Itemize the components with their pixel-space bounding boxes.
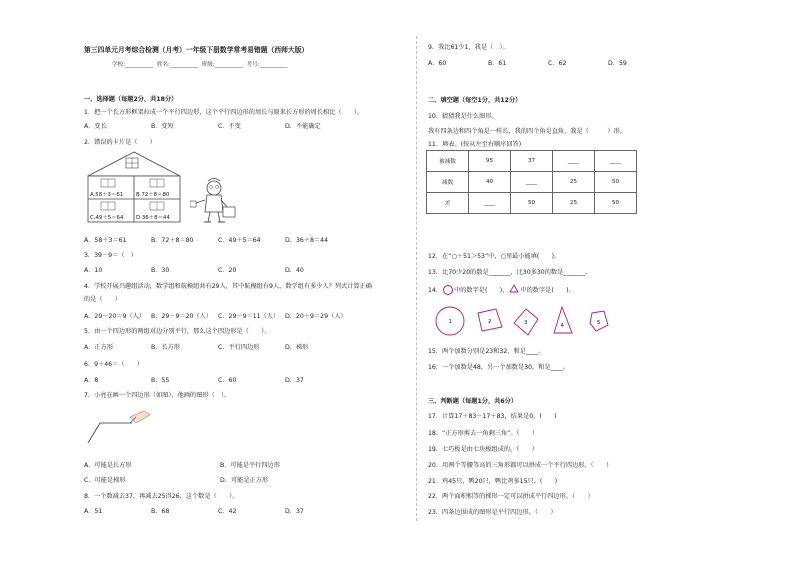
question-20: 20．用两个等腰等高的三角形都可以拼成一个平行四边形。（ ）: [428, 462, 613, 469]
q2-option-a[interactable]: A．58＋3＝61: [84, 237, 127, 244]
table-cell-blank[interactable]: ____: [469, 193, 511, 214]
q6-option-b[interactable]: B．55: [151, 377, 170, 384]
house-figure: [86, 150, 182, 224]
section-judge-heading: 三、判断题（每题1分，共6分）: [428, 398, 518, 405]
q8-option-c[interactable]: C．42: [218, 508, 237, 515]
card-c: C.49＋5＝64: [90, 215, 124, 221]
q7-option-b[interactable]: B．可能是平行四边形: [220, 462, 280, 469]
q6-option-c[interactable]: C．60: [218, 377, 237, 384]
student-info: [112, 60, 290, 68]
table-cell: 37: [511, 151, 553, 172]
q4-option-d[interactable]: D．20＋9＝29（人）: [285, 313, 347, 320]
q7-option-a[interactable]: A．可能是长方形: [84, 462, 132, 469]
q7-option-d[interactable]: D．可能是正方形: [220, 477, 269, 484]
shapes-row: [432, 303, 622, 339]
table-cell: 50: [595, 172, 637, 193]
school-field[interactable]: 学校:__________: [112, 62, 154, 68]
cartoon-figure: [190, 176, 238, 224]
q14-number: 14．: [428, 287, 443, 294]
table-cell: 40: [469, 172, 511, 193]
q4-option-b[interactable]: B．29－9＝20（人）: [151, 313, 213, 320]
table-cell-blank[interactable]: ____: [553, 151, 595, 172]
q5-option-b[interactable]: B．长方形: [151, 344, 180, 351]
q8-option-b[interactable]: B．68: [151, 508, 170, 515]
question-4-line1: 4．学校开展兴趣组活动，数学组和航模组共有29人，其中航模组有9人，数学组有多少人？列式计算正确: [84, 283, 372, 290]
q1-option-d[interactable]: D．不能确定: [285, 123, 321, 130]
q4-options: [84, 311, 347, 320]
name-field[interactable]: 姓名:__________: [156, 62, 198, 68]
q5-option-c[interactable]: C．平行四边形: [218, 344, 260, 351]
page-title: 第三四单元月考综合检测（月考）一年级下册数学常考易错题（西师大版）: [84, 46, 309, 54]
question-5: 5．由一个四边形的两组对边分别平行，那么这个四边形是（ ）。: [84, 328, 271, 335]
table-cell: 25: [553, 193, 595, 214]
table-row: [427, 193, 637, 214]
q6-option-d[interactable]: D．37: [285, 377, 304, 384]
fill-table: [426, 150, 637, 214]
table-row: [427, 172, 637, 193]
question-10-text: 我有四条边和四个角是一样长，我的四个角是直角，我是（ ）形。: [428, 128, 626, 135]
question-11: 11．填表。(按从左至右顺序回答): [428, 141, 522, 148]
svg-text:4: 4: [560, 323, 564, 329]
question-21: 21．鸡45只，鸭20只，鸭比鸡多15只。( ): [428, 478, 558, 485]
q14-triangle-text: 中的数字是( )。: [520, 287, 575, 294]
q2-option-b[interactable]: B．72＋8＝80: [151, 237, 194, 244]
question-6: 6．9＋46＝（ ）: [84, 361, 144, 368]
table-cell: 95: [469, 151, 511, 172]
question-15: 15．两个加数分别是23和32，和是____。: [428, 348, 545, 355]
q8-option-a[interactable]: A．51: [84, 508, 103, 515]
question-2: 2．错误的卡片是（ ）: [84, 139, 156, 146]
q2-option-c[interactable]: C．49＋5＝64: [218, 237, 261, 244]
question-16: 16．一个加数是48，另一个加数是30，和是____。: [428, 364, 570, 371]
q3-options: [84, 265, 304, 274]
q3-option-c[interactable]: C．20: [218, 267, 237, 274]
q2-options: [84, 235, 328, 244]
table-cell: 25: [553, 172, 595, 193]
shape-3-quadrilateral: [514, 309, 538, 335]
question-10: 10．猜猜我是什么图形。: [428, 113, 498, 120]
question-18: 18．“正方形剪去一角剩三角”。（ ）: [428, 430, 539, 437]
question-9: 9．我比61少1，我是（ ）。: [428, 44, 509, 51]
table-cell: 50: [595, 193, 637, 214]
svg-text:5: 5: [597, 320, 601, 326]
q9-option-d[interactable]: D．59: [608, 60, 627, 67]
column-divider: [416, 36, 417, 521]
q2-option-d[interactable]: D．36＋8＝44: [285, 237, 329, 244]
shape-1-circle: [436, 307, 464, 335]
question-23: 23．四条边围成的图形是平行四边形。（ ）: [428, 509, 557, 516]
q9-option-a[interactable]: A．60: [428, 60, 447, 67]
question-14: [428, 284, 575, 295]
question-8: 8．一个数减去37，再减去25得26，这个数是（ ）。: [84, 493, 239, 500]
q5-option-a[interactable]: A．正方形: [84, 344, 113, 351]
question-22: 22．两个面积相等的梯形一定可以拼成平行四边形。（ ）: [428, 493, 594, 500]
card-d: D.36＋8＝44: [136, 215, 170, 221]
q6-options: [84, 375, 304, 384]
section-choice-heading: 一、选择题（每题2分，共18分）: [84, 96, 178, 103]
q4-option-a[interactable]: A．29－20＝9（人）: [84, 313, 146, 320]
table-cell: 差: [427, 193, 469, 214]
q1-option-c[interactable]: C．不变: [218, 123, 241, 130]
svg-text:2: 2: [488, 319, 492, 325]
q5-option-d[interactable]: D．梯形: [285, 344, 309, 351]
q7-options-row1: [84, 460, 280, 469]
q7-option-c[interactable]: C．可能是梯形: [84, 477, 126, 484]
q3-option-a[interactable]: A．10: [84, 267, 103, 274]
exam-no-field[interactable]: 考号:__________: [246, 62, 288, 68]
q7-options-row2: [84, 475, 268, 484]
table-cell-blank[interactable]: ____: [511, 172, 553, 193]
question-13: 13．比70少20的数是_______，比30多30的数是_______。: [428, 269, 592, 276]
question-7: 7．小亮在画一个四边形（如图），他画的图形（ ）。: [84, 392, 231, 399]
q5-options: [84, 342, 308, 351]
shape-5-pentagon: [590, 311, 608, 331]
table-cell: 减数: [427, 172, 469, 193]
svg-text:3: 3: [524, 320, 528, 326]
q3-option-d[interactable]: D．40: [285, 267, 304, 274]
q6-option-a[interactable]: A．8: [84, 377, 99, 384]
table-row: [427, 151, 637, 172]
table-cell: 50: [511, 193, 553, 214]
q1-option-a[interactable]: A．变长: [84, 123, 107, 130]
circle-icon: [443, 285, 453, 295]
quadrilateral-drawing: [86, 407, 156, 447]
q14-circle-text: 中的数字是( )，: [454, 287, 509, 294]
q1-options: [84, 121, 321, 130]
q1-option-b[interactable]: B．变短: [151, 123, 174, 130]
svg-text:1: 1: [448, 319, 452, 325]
question-17: 17．计算17＋83－17＋83，结果是0。( ): [428, 413, 557, 420]
section-fill-heading: 二、填空题（每空1分，共12分）: [428, 97, 522, 104]
q4-option-c[interactable]: C．29－9＝11（人）: [218, 313, 280, 320]
question-1: 1．把一个长方形框架拉成一个平行四边形，这个平行四边形的周长与原来长方形的周长相比（ ）。: [84, 109, 364, 116]
question-12: 12．在“○＋51＞53”中，○里最小能填( )。: [428, 253, 561, 260]
question-19: 19．七巧板是由七块板组成的。（ ）: [428, 446, 538, 453]
shape-4-triangle: [554, 307, 572, 333]
table-cell-blank[interactable]: ____: [595, 151, 637, 172]
card-b: B.72＋8＝80: [136, 192, 170, 198]
question-3: 3．39－9＝（ ）: [84, 252, 137, 259]
q8-option-d[interactable]: D．37: [285, 508, 304, 515]
triangle-icon: [509, 284, 519, 295]
q8-options: [84, 506, 304, 515]
q9-options: [428, 58, 627, 67]
shape-2-square: [478, 309, 502, 331]
q9-option-c[interactable]: C．62: [548, 60, 567, 67]
card-a: A.58＋3＝61: [90, 192, 124, 198]
q9-option-b[interactable]: B．61: [488, 60, 507, 67]
table-cell: 被减数: [427, 151, 469, 172]
q3-option-b[interactable]: B．30: [151, 267, 170, 274]
class-field[interactable]: 班级:__________: [201, 62, 243, 68]
question-4-line2: 的是（ ）: [84, 296, 122, 303]
